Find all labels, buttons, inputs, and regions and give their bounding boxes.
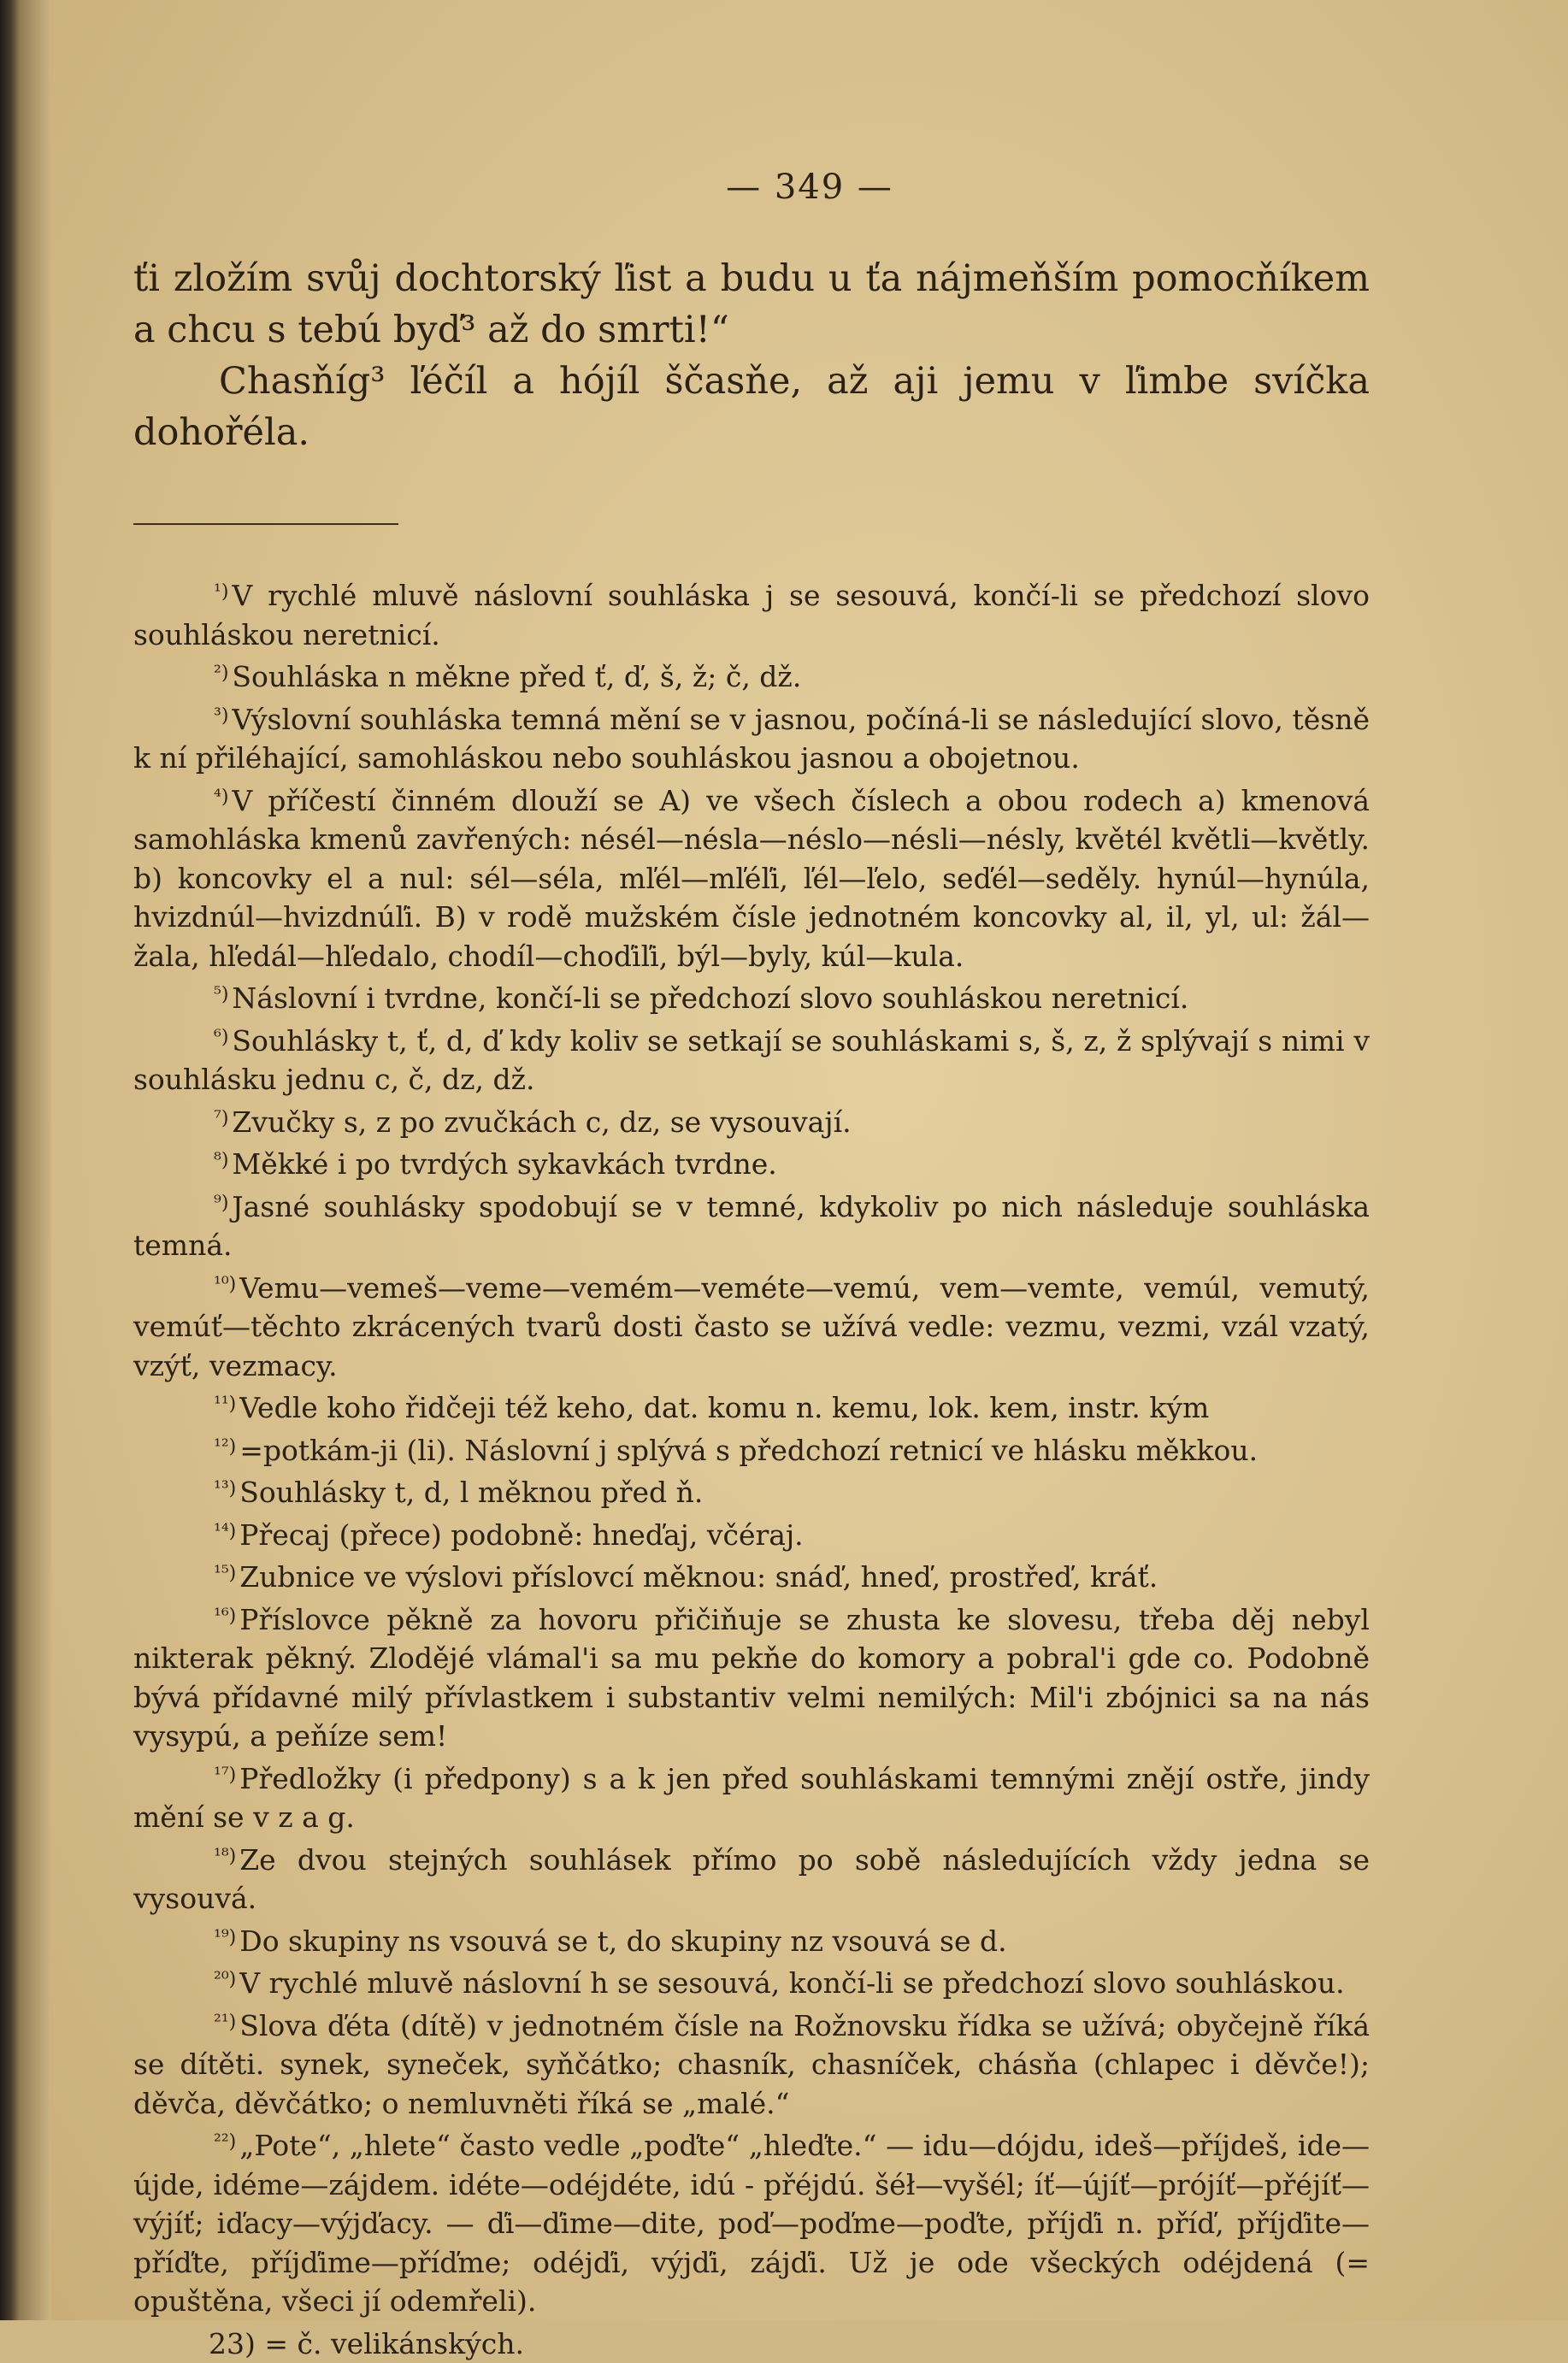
footnote: $^{^{10})}$ Vemu—vemeš—veme—vemém—veméte—vemú, vem—vemte, vemúl, vemutý, vemúť—těchto zkrácených tvarů dosti často se užívá vedle: vezmu, vezmi, vzál vzatý, vzýť, vezmacy. (133, 1265, 1370, 1386)
body-paragraph-2: Chasňíg³ ľéčíl a hójíl ščasňe, až aji jemu v ľimbe svíčka dohořéla. (133, 356, 1370, 458)
footnote: $^{^{21})}$ Slova ďéta (dítě) v jednotném čísle na Rožnovsku řídka se užívá; obyčejně říká se dítěti. synek, syneček, syňčátko; chasník, chasníček, chásňa (chlapec i děvče!); děvča, děvčátko; o nemluvněti říká se „malé.“ (133, 2003, 1370, 2124)
book-page (51, 0, 1568, 2320)
footnote: $^{^{17})}$ Předložky (i předpony) s a k jen před souhláskami temnými znějí ostře, jindy mění se v z a g. (133, 1756, 1370, 1837)
footnote: $^{^{11})}$ Vedle koho řidčeji též keho, dat. komu n. kemu, lok. kem, instr. kým (133, 1385, 1370, 1428)
page-number: — 349 — (51, 168, 1568, 207)
footnote: $^{^9)}$ Jasné souhlásky spodobují se v temné, kdykoliv po nich následuje souhláska temná. (133, 1184, 1370, 1265)
scan-binding-edge (0, 0, 19, 2320)
footnote: $^{^3)}$ Výslovní souhláska temná mění se v jasnou, počíná-li se následující slovo, těsně k ní přiléhající, samohláskou nebo souhláskou jasnou a obojetnou. (133, 697, 1370, 778)
footnote: $^{^{15})}$ Zubnice ve výslovi příslovcí měknou: snáď, hneď, prostřeď, kráť. (133, 1554, 1370, 1597)
footnote: $^{^{14})}$ Přecaj (přece) podobně: hneďaj, včéraj. (133, 1512, 1370, 1555)
footnote: $^{^{22})}$ „Pote“, „hlete“ často vedle „poďte“ „hleďte.“ — idu—dójdu, ideš—příjdeš, ide—újde, idéme—zájdem. idéte—odéjdéte, idú - přéjdú. šéł—vyšél; íť—újíť—prójíť—přéjíť—výjíť; iďacy—výjďacy. — ďi—ďime—dite, poď—poďme—poďte, příjďi n. příď, příjďite—příďte, příjďime—příďme; odéjďi, výjďi, zájďi. Už je ode všeckých odéjdená (= opuštěna, všeci jí odemřeli). (133, 2123, 1370, 2321)
page-content (133, 253, 1370, 2363)
footnote: 23) = č. velikánských. (133, 2321, 1370, 2363)
footnote: $^{^1)}$ V rychlé mluvě náslovní souhláska j se sesouvá, končí-li se předchozí slovo souhláskou neretnicí. (133, 573, 1370, 654)
footnote: $^{^{16})}$ Příslovce pěkně za hovoru přičiňuje se zhusta ke slovesu, třeba děj nebyl nikterak pěkný. Zlodějé vlámal'i sa mu pekňe do komory a pobral'i gde co. Podobně bývá přídavné milý přívlastkem i substantiv velmi nemilých: Mil'i zbójnici sa na nás vysypú, a peňíze sem! (133, 1597, 1370, 1756)
footnote-separator (133, 523, 398, 525)
footnote: $^{^8)}$ Měkké i po tvrdých sykavkách tvrdne. (133, 1141, 1370, 1184)
footnotes-list (133, 573, 1370, 2363)
footnote: $^{^5)}$ Náslovní i tvrdne, končí-li se předchozí slovo souhláskou neretnicí. (133, 975, 1370, 1018)
footnote: $^{^2)}$ Souhláska n měkne před ť, ď, š, ž; č, dž. (133, 654, 1370, 697)
footnote: $^{^7)}$ Zvučky s, z po zvučkách c, dz, se vysouvají. (133, 1099, 1370, 1142)
footnote: $^{^{18})}$ Ze dvou stejných souhlásek přímo po sobě následujících vždy jedna se vysouvá. (133, 1837, 1370, 1918)
footnote: $^{^4)}$ V příčestí činném dlouží se A) ve všech číslech a obou rodech a) kmenová samohláska kmenů zavřených: nésél—nésla—néslo—nésli—nésly, květél květli—květly. b) koncovky el a nul: sél—séla, mľél—mľéľi, ľél—ľelo, seďél—seděly. hynúl—hynúla, hvizdnúl—hvizdnúľi. B) v rodě mužském čísle jednotném koncovky al, il, yl, ul: žál—žala, hľedál—hľedalo, chodíl—choďiľi, býl—byly, kúl—kula. (133, 778, 1370, 976)
page-gutter-shadow (19, 0, 53, 2320)
footnote: $^{^{20})}$ V rychlé mluvě náslovní h se sesouvá, končí-li se předchozí slovo souhláskou. (133, 1960, 1370, 2003)
footnote: $^{^{13})}$ Souhlásky t, d, l měknou před ň. (133, 1470, 1370, 1512)
footnote: $^{^6)}$ Souhlásky t, ť, d, ď kdy koliv se setkají se souhláskami s, š, z, ž splývají s nimi v souhlásku jednu c, č, dz, dž. (133, 1018, 1370, 1099)
footnote: $^{^{19})}$ Do skupiny ns vsouvá se t, do skupiny nz vsouvá se d. (133, 1918, 1370, 1961)
footnote: $^{^{12})}$ =potkám-ji (li). Náslovní j splývá s předchozí retnicí ve hlásku měkkou. (133, 1428, 1370, 1470)
body-paragraph-1: ťi zložím svůj dochtorský ľist a budu u ťa nájmeňším pomocňíkem a chcu s tebú byď³ až do smrti!“ (133, 253, 1370, 356)
